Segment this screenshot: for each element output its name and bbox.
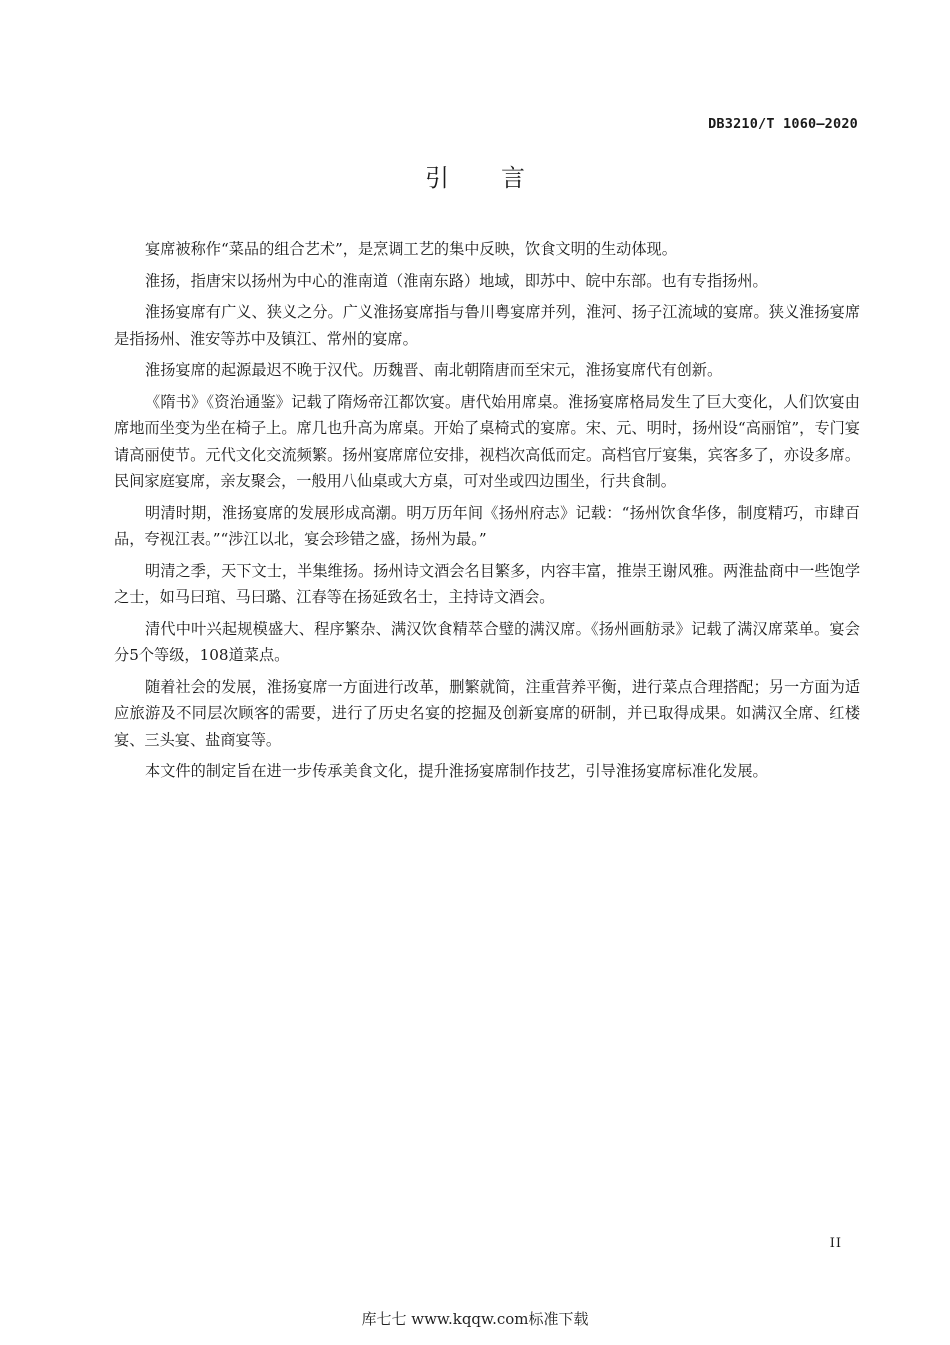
paragraph: 明清时期，淮扬宴席的发展形成高潮。明万历年间《扬州府志》记载：“扬州饮食华侈，制度精巧，市肆百品，夸视江表。”“涉江以北，宴会珍错之盛，扬州为最。” bbox=[114, 503, 860, 548]
paragraph: 淮扬，指唐宋以扬州为中心的淮南道（淮南东路）地域，即苏中、皖中东部。也有专指扬州。 bbox=[145, 271, 768, 290]
paragraph: 淮扬宴席的起源最迟不晚于汉代。历魏晋、南北朝隋唐而至宋元，淮扬宴席代有创新。 bbox=[145, 361, 723, 379]
paragraph: 清代中叶兴起规模盛大、程序繁杂、满汉饮食精萃合璧的满汉席。《扬州画舫录》记载了满汉席菜单。宴会分5个等级，108道菜点。 bbox=[114, 619, 860, 664]
document-code: DB3210/T 1060—2020 bbox=[708, 116, 858, 132]
paragraph: 随着社会的发展，淮扬宴席一方面进行改革，删繁就简，注重营养平衡，进行菜点合理搭配；另一方面为适应旅游及不同层次顾客的需要，进行了历史名宴的挖掘及创新宴席的研制，并已取得成果。如满汉全席、红楼宴、三头宴、盐商宴等。 bbox=[114, 677, 860, 749]
watermark-text: 库七七 www.kqqw.com标准下载 bbox=[361, 1310, 589, 1328]
paragraph: 明清之季，天下文士，半集维扬。扬州诗文酒会名目繁多，内容丰富，推崇王谢风雅。两淮盐商中一些饱学之士，如马曰琯、马曰璐、江春等在扬延致名士，主持诗文酒会。 bbox=[114, 561, 860, 606]
paragraph: 宴席被称作“菜品的组合艺术”，是烹调工艺的集中反映，饮食文明的生动体现。 bbox=[145, 240, 677, 258]
page-title: 引言 bbox=[425, 164, 577, 192]
paragraph: 《隋书》《资治通鉴》记载了隋炀帝江都饮宴。唐代始用席桌。淮扬宴席格局发生了巨大变化，人们饮宴由席地而坐变为坐在椅子上。席几也升高为席桌。开始了桌椅式的宴席。宋、元、明时，扬州设“高丽馆”，专门宴请高丽使节。元代文化交流频繁。扬州宴席席位安排，视档次高低而定。高档官厅宴集，宾客多了，亦设多席。民间家庭宴席，亲友聚会，一般用八仙桌或大方桌，可对坐或四边围坐，行共食制。 bbox=[114, 392, 860, 490]
paragraph: 淮扬宴席有广义、狭义之分。广义淮扬宴席指与鲁川粤宴席并列，淮河、扬子江流域的宴席。狭义淮扬宴席是指扬州、淮安等苏中及镇江、常州的宴席。 bbox=[114, 303, 860, 348]
paragraph: 本文件的制定旨在进一步传承美食文化，提升淮扬宴席制作技艺，引导淮扬宴席标准化发展。 bbox=[145, 762, 768, 780]
body-text bbox=[114, 236, 860, 790]
page-number: II bbox=[829, 1236, 842, 1251]
